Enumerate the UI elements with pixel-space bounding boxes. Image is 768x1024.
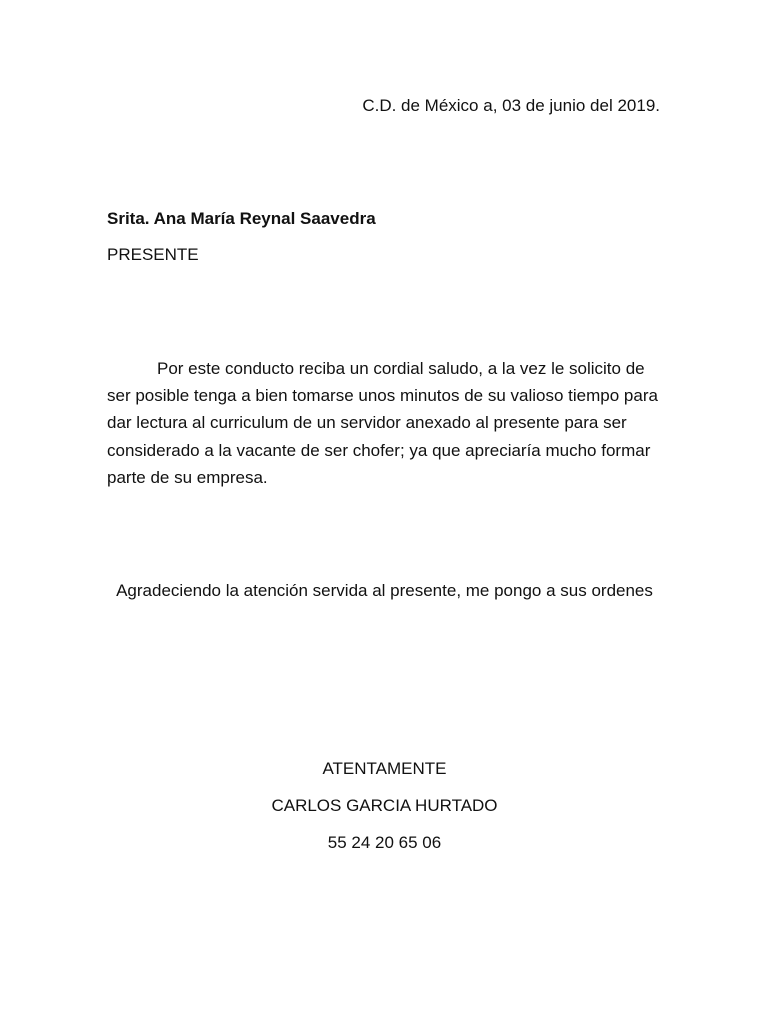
presente-heading: PRESENTE bbox=[107, 245, 199, 264]
sender-phone: 55 24 20 65 06 bbox=[327, 833, 442, 852]
closing-paragraph: Agradeciendo la atención servida al presente, me pongo a sus ordenes bbox=[116, 581, 653, 600]
recipient-name: Srita. Ana María Reynal Saavedra bbox=[107, 209, 376, 228]
sender-name: CARLOS GARCIA HURTADO bbox=[271, 796, 498, 815]
date-line: C.D. de México a, 03 de junio del 2019. bbox=[362, 96, 660, 115]
body-paragraph: Por este conducto reciba un cordial saludo, a la vez le solicito de ser posible tenga a bien tomarse unos minutos de su valioso tiempo para dar lectura al curriculum de un servidor anexado al presente para ser considerado a la vacante de ser chofer; ya que apreciaría mucho formar parte de su empresa. bbox=[107, 359, 658, 487]
signature-block bbox=[107, 755, 662, 866]
signoff: ATENTAMENTE bbox=[322, 759, 447, 778]
